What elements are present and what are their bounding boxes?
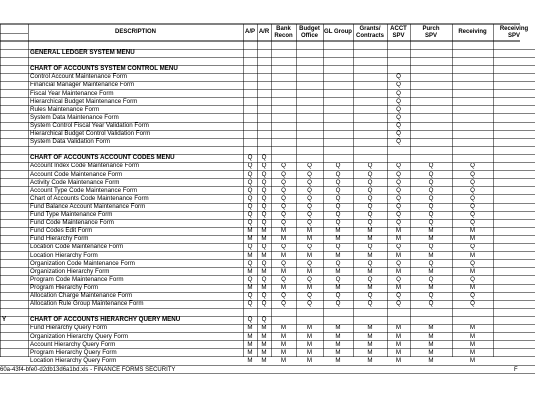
access-code: M bbox=[306, 324, 313, 332]
access-code: Q bbox=[281, 219, 286, 227]
access-code: M bbox=[247, 324, 253, 332]
access-code: M bbox=[306, 356, 313, 364]
access-code: Q bbox=[247, 316, 253, 324]
access-code: M bbox=[247, 235, 253, 243]
form-name: System Control Fiscal Year Validation Form bbox=[30, 121, 149, 129]
access-code: M bbox=[280, 235, 287, 243]
footer-page: F bbox=[514, 367, 518, 373]
access-code: M bbox=[367, 267, 373, 275]
access-code: Q bbox=[307, 162, 312, 170]
section-title: CHART OF ACCOUNTS SYSTEM CONTROL MENU bbox=[30, 65, 178, 73]
access-code: Q bbox=[335, 186, 341, 194]
access-code: Q bbox=[396, 130, 401, 138]
access-code: M bbox=[306, 332, 313, 340]
column-header: DESCRIPTION bbox=[114, 29, 156, 35]
access-code: M bbox=[428, 283, 434, 291]
access-code: Q bbox=[396, 105, 401, 113]
access-code: Q bbox=[470, 211, 475, 219]
form-name: Fund Code Maintenance Form bbox=[30, 219, 114, 227]
access-code: Q bbox=[396, 81, 401, 89]
access-code: Q bbox=[247, 211, 253, 219]
access-code: Q bbox=[281, 275, 286, 283]
access-code: Q bbox=[261, 162, 267, 170]
access-code: Q bbox=[367, 211, 373, 219]
access-code: Q bbox=[470, 186, 475, 194]
access-code: M bbox=[469, 267, 476, 275]
access-code: M bbox=[247, 340, 253, 348]
access-code: Q bbox=[396, 121, 401, 129]
row-marker: Y bbox=[2, 316, 7, 324]
column-header: GL Group bbox=[324, 29, 352, 35]
column-header: Purch SPV bbox=[422, 25, 440, 39]
access-code: Q bbox=[335, 259, 341, 267]
access-code: M bbox=[395, 227, 402, 235]
access-code: Q bbox=[428, 275, 434, 283]
access-code: M bbox=[247, 283, 253, 291]
access-code: M bbox=[428, 340, 434, 348]
access-code: M bbox=[306, 348, 313, 356]
access-code: M bbox=[469, 324, 476, 332]
access-code: M bbox=[367, 324, 373, 332]
access-code: M bbox=[261, 324, 267, 332]
form-name: Activity Code Maintenance Form bbox=[30, 178, 120, 186]
access-code: Q bbox=[367, 243, 373, 251]
access-code: Q bbox=[396, 202, 401, 210]
access-code: M bbox=[367, 348, 373, 356]
access-code: M bbox=[395, 340, 402, 348]
access-code: Q bbox=[470, 194, 475, 202]
access-code: M bbox=[469, 356, 476, 364]
access-code: M bbox=[261, 227, 267, 235]
access-code: Q bbox=[396, 178, 401, 186]
form-name: Program Hierarchy Query Form bbox=[30, 348, 117, 356]
access-code: Q bbox=[367, 259, 373, 267]
access-code: M bbox=[280, 340, 287, 348]
access-code: M bbox=[280, 324, 287, 332]
access-code: M bbox=[247, 227, 253, 235]
column-header: A/R bbox=[258, 29, 270, 35]
access-code: Q bbox=[307, 243, 312, 251]
access-code: Q bbox=[428, 178, 434, 186]
access-code: Q bbox=[335, 170, 341, 178]
form-name: Fiscal Year Maintenance Form bbox=[30, 89, 114, 97]
access-code: Q bbox=[247, 170, 253, 178]
access-code: M bbox=[469, 235, 476, 243]
access-code: M bbox=[306, 267, 313, 275]
access-code: M bbox=[306, 340, 313, 348]
access-code: Q bbox=[470, 219, 475, 227]
access-code: Q bbox=[396, 97, 401, 105]
access-code: M bbox=[335, 251, 341, 259]
access-code: Q bbox=[307, 178, 312, 186]
access-code: Q bbox=[261, 316, 267, 324]
access-code: M bbox=[335, 235, 341, 243]
access-code: M bbox=[280, 267, 287, 275]
column-header: Grants/ Contracts bbox=[355, 25, 384, 39]
access-code: Q bbox=[396, 292, 401, 300]
access-code: Q bbox=[428, 202, 434, 210]
form-name: Location Hierarchy Query Form bbox=[30, 356, 117, 364]
access-code: M bbox=[395, 235, 402, 243]
access-code: Q bbox=[247, 194, 253, 202]
section-title: CHART OF ACCOUNTS HIERARCHY QUERY MENU bbox=[30, 316, 181, 324]
access-code: Q bbox=[470, 300, 475, 308]
access-code: Q bbox=[367, 219, 373, 227]
access-code: Q bbox=[261, 243, 267, 251]
access-code: M bbox=[335, 324, 341, 332]
form-name: Allocation Charge Maintenance Form bbox=[30, 292, 133, 300]
access-code: Q bbox=[396, 162, 401, 170]
access-code: M bbox=[367, 283, 373, 291]
access-code: M bbox=[261, 348, 267, 356]
access-code: M bbox=[469, 283, 476, 291]
access-code: M bbox=[247, 267, 253, 275]
access-code: Q bbox=[281, 186, 286, 194]
access-code: Q bbox=[281, 162, 286, 170]
access-code: M bbox=[306, 227, 313, 235]
access-code: M bbox=[428, 332, 434, 340]
access-code: M bbox=[280, 227, 287, 235]
access-code: Q bbox=[470, 275, 475, 283]
access-code: Q bbox=[396, 138, 401, 146]
access-code: Q bbox=[428, 219, 434, 227]
access-code: M bbox=[261, 235, 267, 243]
access-code: Q bbox=[307, 275, 312, 283]
access-code: Q bbox=[247, 300, 253, 308]
access-code: M bbox=[306, 235, 313, 243]
access-code: Q bbox=[247, 243, 253, 251]
access-code: M bbox=[367, 340, 373, 348]
form-name: Organization Hierarchy Form bbox=[30, 267, 110, 275]
access-code: Q bbox=[247, 202, 253, 210]
form-name: Financial Manager Maintenance Form bbox=[30, 81, 135, 89]
form-name: Organization Hierarchy Query Form bbox=[30, 332, 128, 340]
access-code: M bbox=[367, 227, 373, 235]
access-code: Q bbox=[428, 292, 434, 300]
access-code: Q bbox=[261, 154, 267, 162]
access-code: Q bbox=[247, 178, 253, 186]
access-code: Q bbox=[281, 178, 286, 186]
form-name: Program Code Maintenance Form bbox=[30, 275, 124, 283]
access-code: Q bbox=[261, 194, 267, 202]
access-code: M bbox=[306, 251, 313, 259]
section-title: CHART OF ACCOUNTS ACCOUNT CODES MENU bbox=[30, 154, 175, 162]
access-code: M bbox=[428, 348, 434, 356]
access-code: M bbox=[395, 251, 402, 259]
access-code: Q bbox=[307, 202, 312, 210]
form-name: Rules Maintenance Form bbox=[30, 105, 100, 113]
access-code: Q bbox=[281, 170, 286, 178]
form-name: Fund Hierarchy Query Form bbox=[30, 324, 108, 332]
column-header: Budget Office bbox=[299, 25, 320, 39]
access-code: Q bbox=[396, 243, 401, 251]
access-code: Q bbox=[335, 178, 341, 186]
column-header: Bank Recon bbox=[274, 25, 293, 39]
access-code: Q bbox=[396, 275, 401, 283]
access-code: Q bbox=[307, 292, 312, 300]
access-code: M bbox=[247, 348, 253, 356]
access-code: M bbox=[469, 348, 476, 356]
access-code: M bbox=[428, 251, 434, 259]
access-code: Q bbox=[367, 194, 373, 202]
access-code: Q bbox=[367, 178, 373, 186]
access-code: Q bbox=[307, 186, 312, 194]
access-code: Q bbox=[367, 300, 373, 308]
form-name: Hierarchical Budget Control Validation Form bbox=[30, 130, 151, 138]
access-code: Q bbox=[396, 89, 401, 97]
access-code: M bbox=[261, 267, 267, 275]
form-name: Account Type Code Maintenance Form bbox=[30, 186, 138, 194]
access-code: Q bbox=[367, 162, 373, 170]
access-code: M bbox=[367, 332, 373, 340]
access-code: Q bbox=[261, 202, 267, 210]
access-code: M bbox=[335, 356, 341, 364]
access-code: Q bbox=[470, 178, 475, 186]
access-code: M bbox=[367, 251, 373, 259]
access-code: M bbox=[247, 251, 253, 259]
access-code: M bbox=[469, 251, 476, 259]
access-code: Q bbox=[396, 113, 401, 121]
access-code: M bbox=[395, 324, 402, 332]
access-code: Q bbox=[261, 211, 267, 219]
form-name: Location Code Maintenance Form bbox=[30, 243, 124, 251]
access-code: Q bbox=[470, 259, 475, 267]
access-code: Q bbox=[335, 292, 341, 300]
access-code: Q bbox=[281, 211, 286, 219]
access-code: Q bbox=[428, 211, 434, 219]
access-code: M bbox=[335, 332, 341, 340]
access-code: M bbox=[280, 348, 287, 356]
form-name: Account Index Code Maintenance Form bbox=[30, 162, 140, 170]
access-code: Q bbox=[281, 292, 286, 300]
access-code: Q bbox=[307, 219, 312, 227]
access-code: Q bbox=[367, 170, 373, 178]
access-code: Q bbox=[261, 275, 267, 283]
access-code: Q bbox=[247, 219, 253, 227]
access-code: M bbox=[335, 227, 341, 235]
access-code: Q bbox=[281, 259, 286, 267]
form-name: Hierarchical Budget Maintenance Form bbox=[30, 97, 138, 105]
access-code: Q bbox=[307, 194, 312, 202]
access-code: M bbox=[280, 283, 287, 291]
access-code: M bbox=[469, 340, 476, 348]
access-code: Q bbox=[367, 202, 373, 210]
form-name: Fund Hierarchy Form bbox=[30, 235, 89, 243]
access-code: Q bbox=[367, 292, 373, 300]
access-code: Q bbox=[396, 259, 401, 267]
access-code: Q bbox=[428, 259, 434, 267]
access-code: M bbox=[280, 251, 287, 259]
access-code: Q bbox=[281, 243, 286, 251]
access-code: Q bbox=[281, 194, 286, 202]
access-code: Q bbox=[307, 300, 312, 308]
access-code: Q bbox=[396, 73, 401, 81]
access-code: Q bbox=[335, 219, 341, 227]
access-code: Q bbox=[261, 219, 267, 227]
access-code: M bbox=[261, 251, 267, 259]
form-name: Control Account Maintenance Form bbox=[30, 73, 127, 81]
access-code: Q bbox=[247, 259, 253, 267]
access-code: Q bbox=[396, 186, 401, 194]
access-code: Q bbox=[470, 202, 475, 210]
access-code: Q bbox=[470, 292, 475, 300]
access-code: Q bbox=[396, 219, 401, 227]
access-code: Q bbox=[335, 162, 341, 170]
access-code: Q bbox=[281, 202, 286, 210]
access-code: Q bbox=[247, 186, 253, 194]
access-code: Q bbox=[261, 178, 267, 186]
form-name: Organization Code Maintenance Form bbox=[30, 259, 135, 267]
access-code: Q bbox=[428, 194, 434, 202]
form-name: Program Hierarchy Form bbox=[30, 283, 99, 291]
section-title: GENERAL LEDGER SYSTEM MENU bbox=[30, 49, 135, 57]
access-code: Q bbox=[247, 275, 253, 283]
form-name: System Data Validation Form bbox=[30, 138, 111, 146]
access-code: Q bbox=[247, 292, 253, 300]
access-code: M bbox=[469, 332, 476, 340]
access-code: M bbox=[280, 356, 287, 364]
column-header: Receiving bbox=[458, 29, 487, 35]
access-code: M bbox=[428, 267, 434, 275]
access-code: M bbox=[335, 340, 341, 348]
form-name: Location Hierarchy Form bbox=[30, 251, 98, 259]
access-code: Q bbox=[261, 292, 267, 300]
access-code: Q bbox=[247, 154, 253, 162]
form-name: Allocation Rule Group Maintenance Form bbox=[30, 300, 144, 308]
access-code: Q bbox=[261, 259, 267, 267]
access-code: M bbox=[261, 340, 267, 348]
column-header: A/P bbox=[244, 29, 255, 35]
access-code: Q bbox=[307, 211, 312, 219]
form-name: Fund Codes Edit Form bbox=[30, 227, 93, 235]
access-code: Q bbox=[281, 300, 286, 308]
access-code: Q bbox=[261, 186, 267, 194]
access-code: M bbox=[395, 267, 402, 275]
access-code: Q bbox=[428, 243, 434, 251]
access-code: Q bbox=[396, 211, 401, 219]
access-code: M bbox=[428, 324, 434, 332]
access-code: Q bbox=[396, 194, 401, 202]
access-code: M bbox=[261, 283, 267, 291]
access-code: M bbox=[395, 348, 402, 356]
access-code: Q bbox=[335, 300, 341, 308]
form-name: Fund Type Maintenance Form bbox=[30, 211, 113, 219]
access-code: Q bbox=[335, 275, 341, 283]
access-code: Q bbox=[335, 194, 341, 202]
form-name: Account Code Maintenance Form bbox=[30, 170, 123, 178]
access-code: M bbox=[335, 267, 341, 275]
access-code: Q bbox=[428, 170, 434, 178]
access-code: Q bbox=[261, 170, 267, 178]
access-code: M bbox=[367, 356, 373, 364]
access-code: M bbox=[261, 356, 267, 364]
access-code: Q bbox=[335, 211, 341, 219]
access-code: Q bbox=[428, 162, 434, 170]
access-code: M bbox=[335, 283, 341, 291]
access-code: M bbox=[395, 283, 402, 291]
form-name: Fund Balance Account Maintenance Form bbox=[30, 202, 146, 210]
access-code: Q bbox=[470, 170, 475, 178]
access-code: Q bbox=[470, 243, 475, 251]
column-header: Receiving SPV bbox=[499, 25, 529, 39]
access-code: Q bbox=[470, 162, 475, 170]
access-code: M bbox=[469, 227, 476, 235]
form-name: Chart of Accounts Code Maintenance Form bbox=[30, 194, 149, 202]
form-name: System Data Maintenance Form bbox=[30, 113, 119, 121]
access-code: M bbox=[261, 332, 267, 340]
access-code: Q bbox=[428, 186, 434, 194]
access-code: M bbox=[247, 356, 253, 364]
access-code: Q bbox=[367, 186, 373, 194]
access-code: Q bbox=[396, 300, 401, 308]
access-code: Q bbox=[396, 170, 401, 178]
access-code: M bbox=[395, 332, 402, 340]
access-code: M bbox=[247, 332, 253, 340]
access-code: M bbox=[335, 348, 341, 356]
access-code: M bbox=[428, 235, 434, 243]
access-code: Q bbox=[307, 259, 312, 267]
form-name: Account Hierarchy Query Form bbox=[30, 340, 116, 348]
access-code: Q bbox=[335, 243, 341, 251]
access-code: M bbox=[428, 356, 434, 364]
footer-filename: 60a-43f4-bfe0-d2db13d6a1bd.xls - FINANCE FORMS SECURITY bbox=[0, 367, 176, 373]
access-code: Q bbox=[247, 162, 253, 170]
access-code: Q bbox=[367, 275, 373, 283]
access-code: Q bbox=[428, 300, 434, 308]
access-code: Q bbox=[261, 300, 267, 308]
access-code: M bbox=[428, 227, 434, 235]
access-code: Q bbox=[307, 170, 312, 178]
access-code: M bbox=[280, 332, 287, 340]
access-code: Q bbox=[335, 202, 341, 210]
column-header: ACCT SPV bbox=[390, 25, 407, 39]
access-code: M bbox=[395, 356, 402, 364]
access-code: M bbox=[306, 283, 313, 291]
access-code: M bbox=[367, 235, 373, 243]
